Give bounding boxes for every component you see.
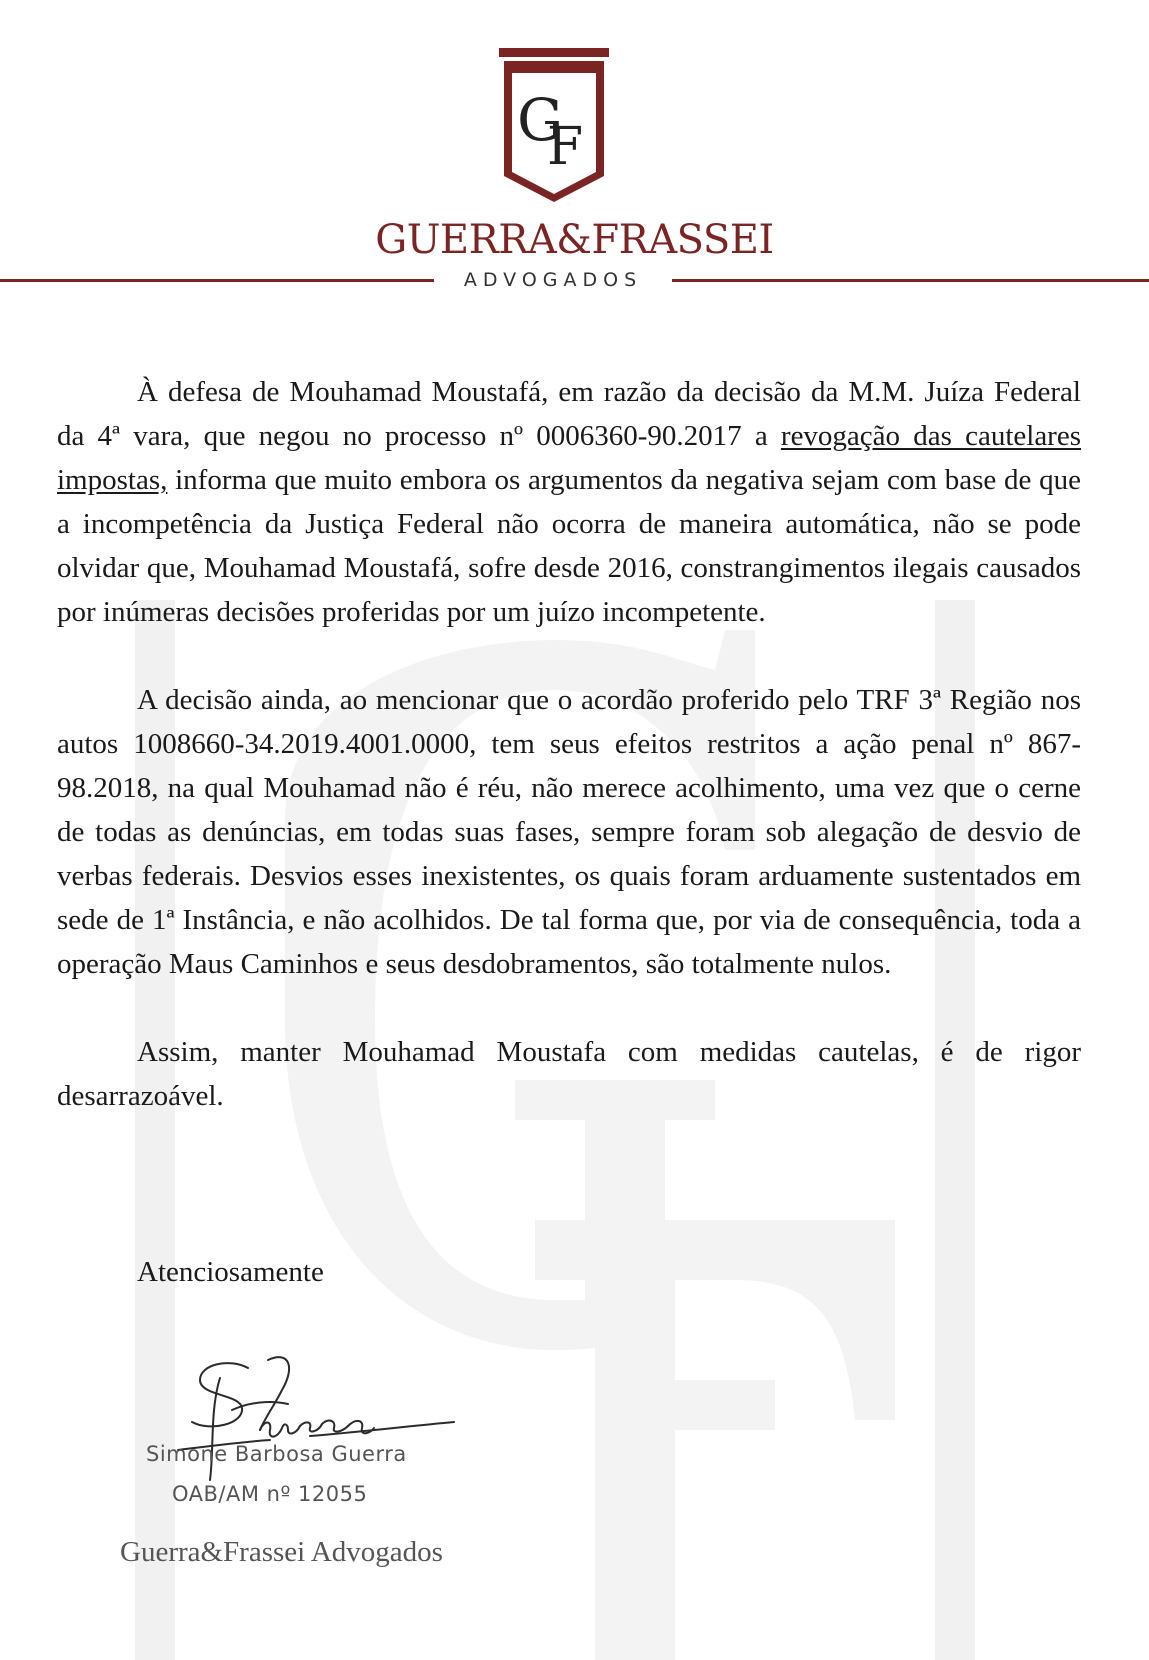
brand-name: GUERRA&FRASSEI bbox=[375, 217, 774, 263]
svg-text:F: F bbox=[547, 117, 584, 177]
brand-subtitle-row bbox=[0, 268, 1149, 292]
firm-name-footer: Guerra&Frassei Advogados bbox=[120, 1536, 443, 1568]
svg-text:G: G bbox=[517, 86, 564, 154]
paragraph-1-rest: informa que muito embora os argumentos da negativa sejam com base de que a incompetência da Justiça Federal não ocorra de maneira automática, não se pode olvidar que, Mouhamad Moustafá, sofre desde 2016, constrangimentos ilegais causados por inúmeras decisões proferidas por um juízo incompetente. bbox=[57, 464, 1081, 628]
paragraph-1 bbox=[57, 370, 1081, 634]
paragraph-1-underlined: revogação das cautelares impostas, bbox=[57, 420, 1081, 496]
signature-block bbox=[140, 1350, 560, 1510]
paragraph-3: Assim, manter Mouhamad Moustafa com medidas cautelas, é de rigor desarrazoável. bbox=[57, 1036, 1081, 1112]
header-rule-left bbox=[0, 279, 434, 282]
paragraph-1-intro: À defesa de Mouhamad Moustafá, em razão da decisão da M.M. Juíza Federal da 4ª vara, que negou no processo nº 0006360-90.2017 a bbox=[57, 376, 1081, 452]
letter-body bbox=[57, 370, 1081, 1162]
signatory-registration: OAB/AM nº 12055 bbox=[172, 1482, 368, 1506]
paragraph-2: A decisão ainda, ao mencionar que o acordão proferido pelo TRF 3ª Região nos autos 1008660-34.2019.4001.0000, tem seus efeitos restritos a ação penal nº 867-98.2018, na qual Mouhamad não é réu, não merece acolhimento, uma vez que o cerne de todas as denúncias, em todas suas fases, sempre foram sob alegação de desvio de verbas federais. Desvios esses inexistentes, os quais foram arduamente sustentados em sede de 1ª Instância, e não acolhidos. De tal forma que, por via de consequência, toda a operação Maus Caminhos e seus desdobramentos, são totalmente nulos. bbox=[57, 684, 1081, 980]
closing-salutation: Atenciosamente bbox=[137, 1256, 324, 1288]
crest-logo bbox=[499, 48, 609, 204]
header-rule-right bbox=[672, 279, 1149, 282]
signatory-name: Simone Barbosa Guerra bbox=[146, 1442, 407, 1466]
brand-subtitle: ADVOGADOS bbox=[463, 269, 643, 291]
handwritten-signature bbox=[170, 1350, 460, 1490]
letterhead bbox=[0, 0, 1149, 300]
